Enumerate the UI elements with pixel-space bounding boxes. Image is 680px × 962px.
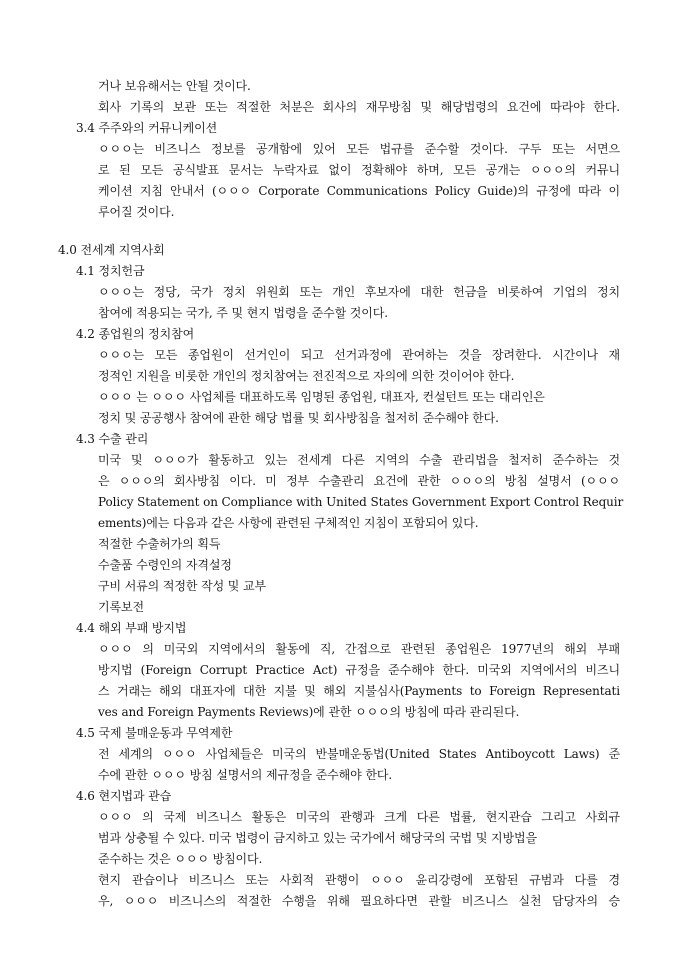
text-line: 수에 관한 ㅇㅇㅇ 방침 설명서의 제규정을 준수해야 한다. [98, 768, 393, 782]
text-line: 참여에 적용되는 국가, 주 및 현지 법령을 준수할 것이다. [98, 306, 388, 320]
text-line: 루어질 것이다. [98, 205, 175, 219]
text-line: 방지법 (Foreign Corrupt Practice Act) 규정을 준수해야 한다. 미국외 지역에서의 비즈니 [98, 663, 620, 677]
list-item: 적절한 수출허가의 획득 [98, 537, 221, 551]
text-line: 정적인 지원을 비롯한 개인의 정치참여는 전진적으로 자의에 의한 것이어야 한다. [98, 369, 515, 383]
section-heading: 3.4 주주와의 커뮤니케이션 [76, 121, 218, 135]
text-line: ㅇㅇㅇ 의 미국외 지역에서의 활동에 직, 간접으로 관련된 종업원은 1977년의 해외 부패 [98, 642, 620, 656]
section-heading: 4.5 국제 불매운동과 무역제한 [76, 726, 233, 740]
text-line: 미국 및 ㅇㅇㅇ가 활동하고 있는 전세계 다른 지역의 수출 관리법을 철저히 준수하는 것 [98, 453, 620, 467]
text-line: 거나 보유해서는 안될 것이다. [98, 79, 251, 93]
section-heading: 4.1 정치헌금 [76, 264, 145, 278]
section-heading: 4.6 현지법과 관습 [76, 789, 172, 803]
text-line: ements)에는 다음과 같은 사항에 관련된 구체적인 지침이 포함되어 있다. [98, 516, 479, 530]
text-line: Policy Statement on Compliance with United States Government Export Control Requir [98, 495, 624, 509]
text-line: 우, ㅇㅇㅇ 비즈니스의 적절한 수행을 위해 필요하다면 관할 비즈니스 실천 담당자의 승 [98, 894, 620, 908]
chapter-heading: 4.0 전세계 지역사회 [58, 243, 165, 257]
text-line: 은 ㅇㅇㅇ의 회사방침 이다. 미 정부 수출관리 요건에 관한 ㅇㅇㅇ의 방침 설명서 (ㅇㅇㅇ [98, 474, 620, 488]
text-line: 케이션 지침 안내서 (ㅇㅇㅇ Corporate Communications Policy Guide)의 규정에 따라 이 [98, 184, 620, 198]
text-line: ㅇㅇㅇ 의 국제 비즈니스 활동은 미국의 관행과 크게 다른 법률, 현지관습 그리고 사회규 [98, 810, 620, 824]
list-item: 구비 서류의 적정한 작성 및 교부 [98, 579, 266, 593]
text-line: 정치 및 공공행사 참여에 관한 해당 법률 및 회사방침을 철저히 준수해야 한다. [98, 411, 499, 425]
section-heading: 4.3 수출 관리 [76, 432, 149, 446]
text-line: 범과 상충될 수 있다. 미국 법령이 금지하고 있는 국가에서 해당국의 국법 및 지방법을 [98, 831, 538, 845]
text-line: 전 세계의 ㅇㅇㅇ 사업체들은 미국의 반불매운동법(United States Antiboycott Laws) 준 [98, 747, 620, 761]
text-line: 스 거래는 해외 대표자에 대한 지불 및 해외 지불심사(Payments to Foreign Representati [98, 684, 620, 698]
text-line: ㅇㅇㅇ는 정당, 국가 정치 위원회 또는 개인 후보자에 대한 헌금을 비롯하여 기업의 정치 [98, 285, 620, 299]
text-line: ㅇㅇㅇ 는 ㅇㅇㅇ 사업체를 대표하도록 임명된 종업원, 대표자, 컨설턴트 또는 대리인은 [98, 390, 545, 404]
text-line: 현지 관습이나 비즈니스 또는 사회적 관행이 ㅇㅇㅇ 윤리강령에 포함된 규범과 다를 경 [98, 873, 620, 887]
text-line: ㅇㅇㅇ는 모든 종업원이 선거인이 되고 선거과정에 관여하는 것을 장려한다. 시간이나 재 [98, 348, 620, 362]
text-line: 로 된 모든 공식발표 문서는 누락자료 없이 정확해야 하며, 모든 공개는 ㅇㅇㅇ의 커뮤니 [98, 163, 620, 177]
text-line: ves and Foreign Payments Reviews)에 관한 ㅇㅇㅇ의 방침에 따라 관리된다. [98, 705, 520, 719]
section-heading: 4.4 해외 부패 방지법 [76, 621, 187, 635]
list-item: 수출품 수령인의 자격설정 [98, 558, 232, 572]
list-item: 기록보전 [98, 600, 144, 614]
text-line: ㅇㅇㅇ는 비즈니스 정보를 공개함에 있어 모든 법규를 준수할 것이다. 구두 또는 서면으 [98, 142, 620, 156]
text-line: 준수하는 것은 ㅇㅇㅇ 방침이다. [98, 852, 263, 866]
text-line: 회사 기록의 보관 또는 적절한 처분은 회사의 재무방침 및 해당법령의 요건에 따라야 한다. [98, 100, 620, 114]
section-heading: 4.2 종업원의 정치참여 [76, 327, 195, 341]
